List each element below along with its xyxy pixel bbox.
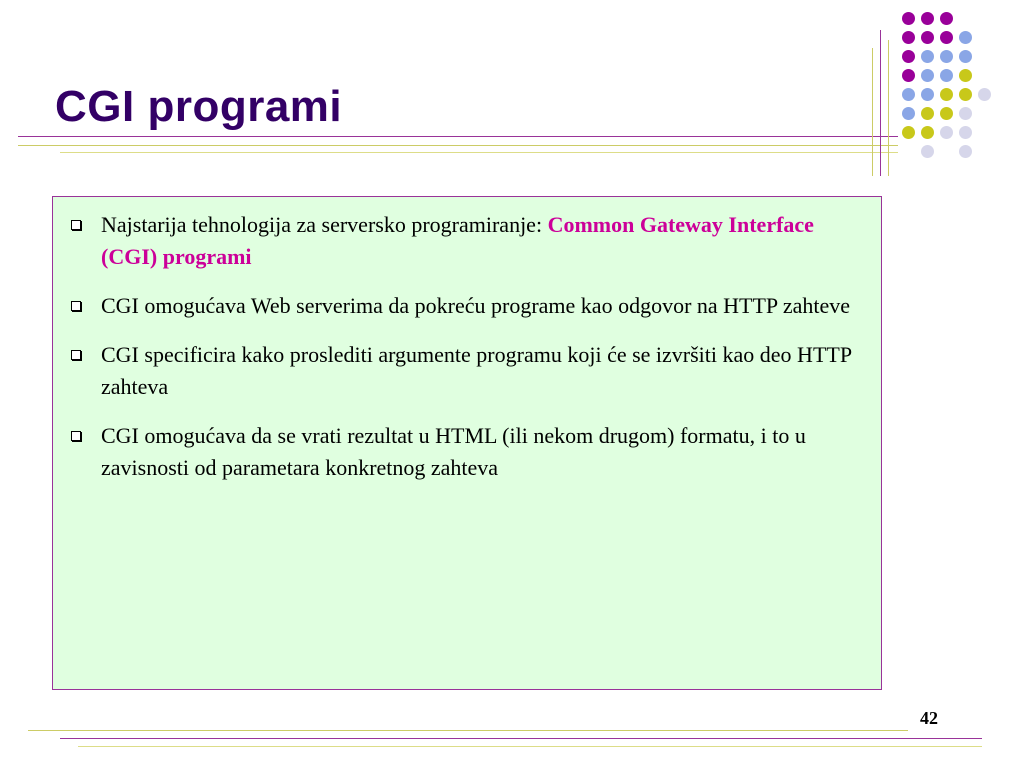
decorative-dot (902, 69, 915, 82)
footer-line-olive (28, 730, 908, 731)
square-bullet-icon (71, 220, 81, 230)
square-bullet-icon (71, 301, 81, 311)
decorative-dot (921, 69, 934, 82)
decorative-dot (902, 126, 915, 139)
decorative-dot (902, 12, 915, 25)
decorative-dot (959, 69, 972, 82)
vertical-rule-3 (888, 40, 889, 176)
title-underline-olive-2 (60, 152, 898, 153)
decorative-dot (940, 69, 953, 82)
decorative-dot (921, 88, 934, 101)
decorative-dot (959, 31, 972, 44)
decorative-dot (959, 107, 972, 120)
vertical-rule-1 (872, 48, 873, 176)
footer-line-purple (60, 738, 982, 739)
vertical-rule-2 (880, 30, 881, 176)
decorative-dot (902, 107, 915, 120)
decorative-dot (959, 88, 972, 101)
decorative-dot (940, 88, 953, 101)
bullet-highlight: Common Gateway Interface (CGI) programi (101, 212, 814, 269)
slide-title: CGI programi (55, 82, 343, 131)
decorative-dot (902, 50, 915, 63)
decorative-dot (978, 88, 991, 101)
decorative-dot (940, 50, 953, 63)
decorative-dot (921, 126, 934, 139)
decorative-dot (959, 126, 972, 139)
footer-line-olive-2 (78, 746, 982, 747)
decorative-dot (921, 145, 934, 158)
decorative-dot-grid (902, 12, 1012, 172)
decorative-dot (940, 107, 953, 120)
decorative-dot (902, 31, 915, 44)
decorative-dot (940, 12, 953, 25)
content-box (52, 196, 882, 690)
title-underline-purple (18, 136, 898, 137)
square-bullet-icon (71, 431, 81, 441)
bullet-text: CGI omogućava da se vrati rezultat u HTML (ili nekom drugom) formatu, i to u zavisnosti od parametara konkretnog zahteva (101, 423, 806, 480)
decorative-dot (902, 88, 915, 101)
decorative-dot (921, 31, 934, 44)
bullet-item (67, 420, 871, 484)
decorative-dot (959, 50, 972, 63)
page-number: 42 (920, 708, 938, 728)
square-bullet-icon (71, 350, 81, 360)
bullet-list (67, 209, 871, 501)
bullet-item (67, 339, 871, 403)
bullet-text: Najstarija tehnologija za serversko programiranje: (101, 212, 548, 237)
decorative-dot (940, 31, 953, 44)
bullet-text: CGI omogućava Web serverima da pokreću programe kao odgovor na HTTP zahteve (101, 293, 851, 318)
bullet-item (67, 290, 871, 322)
decorative-dot (959, 145, 972, 158)
decorative-dot (940, 126, 953, 139)
decorative-dot (921, 50, 934, 63)
bullet-item (67, 209, 871, 273)
bullet-text: CGI specificira kako proslediti argumente programu koji će se izvršiti kao deo HTTP zahteva (101, 342, 852, 399)
title-underline-olive (18, 145, 898, 146)
decorative-dot (921, 107, 934, 120)
decorative-dot (921, 12, 934, 25)
